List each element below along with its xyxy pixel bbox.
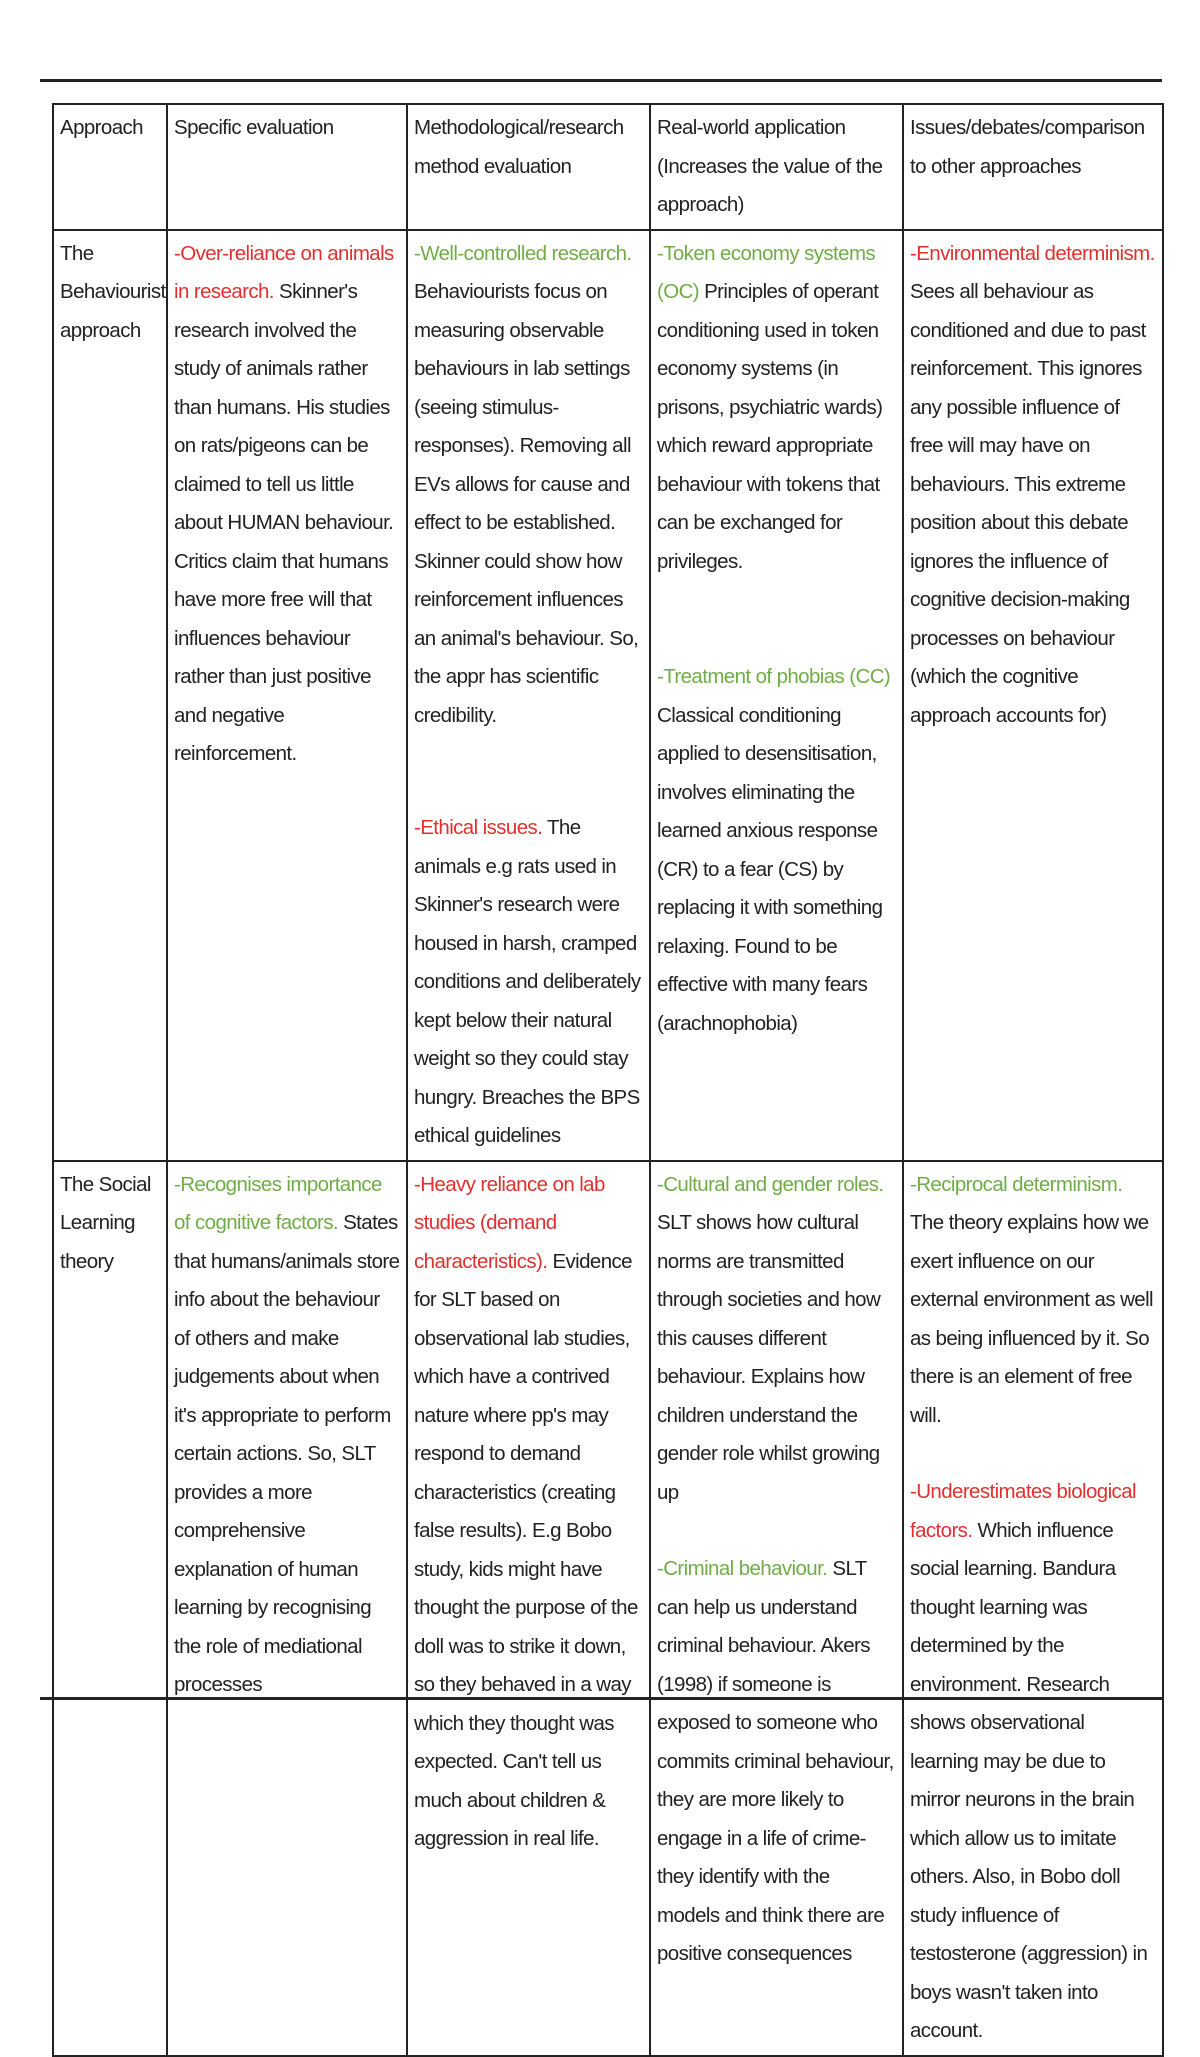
cell-real-world xyxy=(650,230,903,1161)
header-approach: Approach xyxy=(53,104,167,230)
issues-point xyxy=(910,235,1156,736)
point-body: Behaviourists focus on measuring observable behaviours in lab settings (seeing stimulus-responses). Removing all EVs allows for cause and effect to be established. Skinner could show how reinforcement influences an animal's behaviour. So, the appr has scientific credibility. xyxy=(414,280,639,727)
point-body: Skinner's research involved the study of animals rather than humans. His studies on rats/pigeons can be claimed to tell us little about HUMAN behaviour. Critics claim that humans have more free will that influences behaviour rather than just positive and negative reinforcement. xyxy=(174,280,394,765)
header-real-world xyxy=(650,104,903,230)
realworld-point xyxy=(657,658,896,1043)
cell-method-evaluation xyxy=(407,230,650,1161)
point-body: SLT shows how cultural norms are transmitted through societies and how this causes different behaviour. Explains how children understand the gender role whilst growing up xyxy=(657,1211,881,1504)
table-row-behaviourist xyxy=(53,230,1163,1161)
point-body: SLT can help us understand criminal behaviour. Akers (1998) if someone is exposed to someone who commits criminal behaviour, they are more likely to engage in a life of crime- they identify with the models and think there are positive consequences xyxy=(657,1557,894,1965)
header-method-evaluation: Methodological/research method evaluation xyxy=(407,104,650,230)
point-body: Evidence for SLT based on observational lab studies, which have a contrived nature where pp's may respond to demand characteristics (creating false results). E.g Bobo study, kids might have thought the purpose of the doll was to strike it down, so they behaved in a way which they thought was expected. Can't tell us much about children & aggression in real life. xyxy=(414,1249,638,1850)
point-heading: -Over-reliance on animals in research. xyxy=(174,241,394,303)
header-real-world-subtitle: (Increases the value of the approach) xyxy=(657,154,883,216)
point-body: The theory explains how we exert influence on our external environment as well as being influenced by it. So there is an element of free will. xyxy=(910,1211,1153,1427)
realworld-point xyxy=(657,235,896,582)
evaluation-table xyxy=(52,103,1164,2057)
cell-specific-evaluation xyxy=(167,230,407,1161)
point-body: The animals e.g rats used in Skinner's research were housed in harsh, cramped conditions and deliberately kept below their natural weight so they could stay hungry. Breaches the BPS ethical guidelines xyxy=(414,816,641,1147)
realworld-point xyxy=(657,1166,896,1513)
cell-issues xyxy=(903,1161,1163,2056)
cell-real-world xyxy=(650,1161,903,2056)
point-body: Sees all behaviour as conditioned and due to past reinforcement. This ignores any possible influence of free will may have on behaviours. This extreme position about this debate ignores the influence of cognitive decision-making processes on behaviour (which the cognitive approach accounts for) xyxy=(910,280,1146,727)
point-body: States that humans/animals store info about the behaviour of others and make judgements about when it's appropriate to perform certain actions. So, SLT provides a more comprehensive explanation of human learning by recognising the role of mediational processes xyxy=(174,1211,400,1696)
table-row-social-learning xyxy=(53,1161,1163,2056)
header-issues: Issues/debates/comparison to other approaches xyxy=(903,104,1163,230)
issues-point xyxy=(910,1473,1156,2051)
method-point xyxy=(414,235,643,736)
point-heading: -Criminal behaviour. xyxy=(657,1557,828,1580)
top-rule xyxy=(40,79,1162,82)
header-real-world-title: Real-world application xyxy=(657,116,846,139)
point-heading: -Cultural and gender roles. xyxy=(657,1172,884,1196)
point-heading: -Treatment of phobias (CC) xyxy=(657,665,891,688)
cell-issues xyxy=(903,230,1163,1161)
header-row xyxy=(53,104,1163,230)
cell-approach: The Behaviourist approach xyxy=(53,230,167,1161)
point-heading: -Token economy systems (OC) xyxy=(657,241,876,303)
cell-approach: The Social Learning theory xyxy=(53,1161,167,2056)
point-body: Principles of operant conditioning used in token economy systems (in prisons, psychiatric wards) which reward appropriate behaviour with tokens that can be exchanged for privileges. xyxy=(657,280,883,573)
cell-specific-evaluation xyxy=(167,1161,407,2056)
issues-point xyxy=(910,1166,1156,1436)
method-point xyxy=(414,1166,643,1859)
realworld-point xyxy=(657,1550,896,1974)
cell-method-evaluation xyxy=(407,1161,650,2056)
point-heading: -Ethical issues. xyxy=(414,816,543,839)
point-body: Which influence social learning. Bandura thought learning was determined by the environment. Research shows observational learning may be due to mirror neurons in the brain which allow us to imitate others. Also, in Bobo doll study influence of testosterone (aggression) in boys wasn't taken into account. xyxy=(910,1518,1148,2042)
point-heading: -Underestimates biological factors. xyxy=(910,1480,1136,1542)
point-heading: -Reciprocal determinism. xyxy=(910,1172,1123,1196)
point-heading: -Recognises importance of cognitive factors. xyxy=(174,1172,382,1234)
method-point xyxy=(414,809,643,1156)
point-heading: -Environmental determinism. xyxy=(910,241,1155,265)
header-specific-evaluation: Specific evaluation xyxy=(167,104,407,230)
point-body: Classical conditioning applied to desensitisation, involves eliminating the learned anxious response (CR) to a fear (CS) by replacing it with something relaxing. Found to be effective with many fears (arachnophobia) xyxy=(657,703,883,1035)
point-heading: -Heavy reliance on lab studies (demand characteristics). xyxy=(414,1172,605,1273)
point-heading: -Well-controlled research. xyxy=(414,241,632,265)
